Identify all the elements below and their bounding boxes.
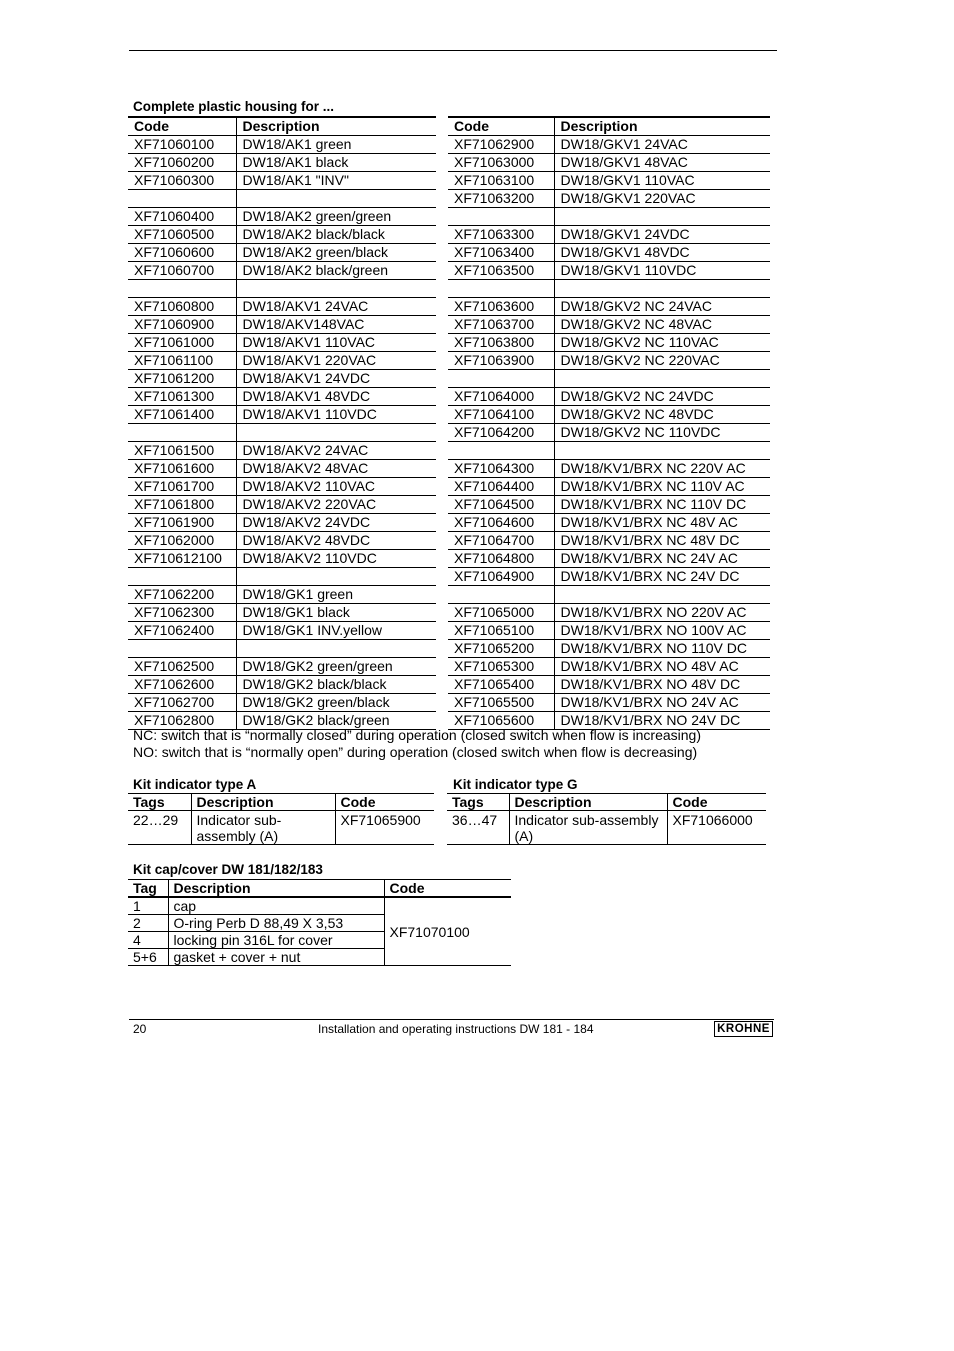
parts-table-left: [128, 116, 436, 730]
part-description: DW18/KV1/BRX NC 220V AC: [554, 460, 770, 478]
part-code: XF71064500: [448, 496, 554, 514]
part-description: DW18/AK2 green/green: [236, 208, 436, 226]
part-code: [448, 442, 554, 460]
part-code: XF71065300: [448, 658, 554, 676]
part-code: XF71061800: [128, 496, 236, 514]
part-description: DW18/KV1/BRX NO 220V AC: [554, 604, 770, 622]
table-row: [448, 262, 770, 280]
kit-cap-title: Kit cap/cover DW 181/182/183: [133, 862, 323, 877]
part-description: DW18/GKV1 48VDC: [554, 244, 770, 262]
kit-a-header-tags: Tags: [128, 794, 191, 811]
part-code: XF71062300: [128, 604, 236, 622]
part-code: XF71061600: [128, 460, 236, 478]
kit-g-title: Kit indicator type G: [453, 777, 578, 792]
part-description: DW18/GKV2 NC 220VAC: [554, 352, 770, 370]
kit-cap-tag: 5+6: [128, 949, 168, 966]
table-row: [128, 406, 436, 424]
table-row: [448, 334, 770, 352]
table-row: [128, 694, 436, 712]
part-code: XF71064600: [448, 514, 554, 532]
part-description: [554, 208, 770, 226]
part-code: XF71065500: [448, 694, 554, 712]
part-code: XF71060900: [128, 316, 236, 334]
table-row: [448, 172, 770, 190]
part-description: DW18/AK1 green: [236, 136, 436, 154]
part-code: [128, 190, 236, 208]
table-row: [448, 640, 770, 658]
part-description: [554, 370, 770, 388]
table-row: [448, 298, 770, 316]
part-code: XF71060200: [128, 154, 236, 172]
table-row: [128, 514, 436, 532]
table-row: [128, 640, 436, 658]
part-code: XF71061200: [128, 370, 236, 388]
part-description: DW18/KV1/BRX NO 24V DC: [554, 712, 770, 730]
table-row: [448, 586, 770, 604]
kit-cap-table: [128, 879, 511, 966]
kit-g-header-description: Description: [509, 794, 667, 811]
part-code: XF71063000: [448, 154, 554, 172]
table-row: [128, 154, 436, 172]
part-description: DW18/KV1/BRX NO 48V AC: [554, 658, 770, 676]
footer-rule: [129, 1019, 774, 1020]
table-row: [448, 460, 770, 478]
main-table-title: Complete plastic housing for ...: [133, 99, 335, 114]
table-row: [448, 370, 770, 388]
kit-g-header-tags: Tags: [447, 794, 509, 811]
part-code: XF71063300: [448, 226, 554, 244]
part-description: DW18/KV1/BRX NC 24V AC: [554, 550, 770, 568]
part-code: XF71063700: [448, 316, 554, 334]
part-description: DW18/KV1/BRX NO 48V DC: [554, 676, 770, 694]
kit-cap-code: XF71070100: [384, 897, 511, 966]
part-description: DW18/GKV2 NC 48VDC: [554, 406, 770, 424]
column-header-description: Description: [236, 117, 436, 136]
part-code: XF71063400: [448, 244, 554, 262]
part-code: XF71060300: [128, 172, 236, 190]
part-code: XF71061100: [128, 352, 236, 370]
part-code: XF71061700: [128, 478, 236, 496]
part-description: DW18/AKV2 220VAC: [236, 496, 436, 514]
part-code: XF71062500: [128, 658, 236, 676]
note-nc: NC: switch that is “normally closed” during operation (closed switch when flow is increasing): [133, 727, 702, 743]
table-row: [128, 658, 436, 676]
kit-g-tags: 36…47: [447, 811, 509, 845]
part-code: XF71062600: [128, 676, 236, 694]
kit-g-header-code: Code: [667, 794, 766, 811]
part-code: XF71063800: [448, 334, 554, 352]
kit-g-code: XF71066000: [667, 811, 766, 845]
kit-cap-tag: 4: [128, 932, 168, 949]
table-row: [448, 154, 770, 172]
part-code: XF71065200: [448, 640, 554, 658]
part-description: DW18/AKV2 48VAC: [236, 460, 436, 478]
kit-g-table: [447, 793, 766, 845]
table-row: [128, 280, 436, 298]
part-code: XF71063500: [448, 262, 554, 280]
parts-table-right-body: [448, 136, 770, 730]
kit-cap-description: gasket + cover + nut: [168, 949, 384, 966]
table-row: [448, 478, 770, 496]
part-description: DW18/GKV2 NC 110VDC: [554, 424, 770, 442]
part-description: DW18/AKV148VAC: [236, 316, 436, 334]
column-header-code: Code: [128, 117, 236, 136]
table-row: [448, 136, 770, 154]
part-description: DW18/GK1 INV.yellow: [236, 622, 436, 640]
part-description: DW18/GKV1 48VAC: [554, 154, 770, 172]
part-description: [554, 280, 770, 298]
table-row: [448, 550, 770, 568]
kit-cap-description: O-ring Perb D 88,49 X 3,53: [168, 915, 384, 932]
part-description: DW18/KV1/BRX NO 24V AC: [554, 694, 770, 712]
table-row: [128, 298, 436, 316]
part-code: XF71061400: [128, 406, 236, 424]
part-description: DW18/AK1 "INV": [236, 172, 436, 190]
table-row: [448, 388, 770, 406]
part-description: DW18/AKV2 48VDC: [236, 532, 436, 550]
part-description: DW18/GKV2 NC 24VDC: [554, 388, 770, 406]
part-description: DW18/AKV1 48VDC: [236, 388, 436, 406]
part-description: DW18/AKV2 110VDC: [236, 550, 436, 568]
table-row: [448, 604, 770, 622]
table-row: [128, 460, 436, 478]
part-description: DW18/KV1/BRX NC 48V DC: [554, 532, 770, 550]
table-row: [448, 406, 770, 424]
part-code: [128, 424, 236, 442]
table-row: [128, 424, 436, 442]
note-no: NO: switch that is “normally open” during operation (closed switch when flow is decreasing): [133, 744, 698, 760]
table-row: [448, 694, 770, 712]
table-row: [128, 208, 436, 226]
table-row: [448, 424, 770, 442]
footer-title: Installation and operating instructions DW 181 - 184: [318, 1022, 594, 1036]
part-code: XF71061000: [128, 334, 236, 352]
part-code: [448, 586, 554, 604]
kit-a-header-code: Code: [335, 794, 434, 811]
part-description: DW18/GKV2 NC 24VAC: [554, 298, 770, 316]
part-code: [448, 370, 554, 388]
table-row: [128, 316, 436, 334]
table-row: [448, 226, 770, 244]
part-code: XF71062700: [128, 694, 236, 712]
table-row: [448, 676, 770, 694]
table-row: [448, 568, 770, 586]
table-row: [128, 190, 436, 208]
parts-table-right: [448, 116, 770, 730]
header-rule: [129, 50, 777, 51]
part-description: [236, 568, 436, 586]
kit-cap-description: locking pin 316L for cover: [168, 932, 384, 949]
part-description: DW18/GK2 green/green: [236, 658, 436, 676]
table-row: [128, 334, 436, 352]
part-description: DW18/KV1/BRX NO 100V AC: [554, 622, 770, 640]
part-code: XF71064400: [448, 478, 554, 496]
part-description: DW18/KV1/BRX NC 110V DC: [554, 496, 770, 514]
part-code: XF71061500: [128, 442, 236, 460]
table-row: [128, 550, 436, 568]
table-row: [448, 532, 770, 550]
part-code: XF71064100: [448, 406, 554, 424]
kit-cap-header-code: Code: [384, 880, 511, 898]
kit-g-description: Indicator sub-assembly (A): [509, 811, 667, 845]
part-code: XF71061900: [128, 514, 236, 532]
part-code: XF71062800: [128, 712, 236, 730]
table-row: [448, 658, 770, 676]
part-code: XF71062000: [128, 532, 236, 550]
kit-a-title: Kit indicator type A: [133, 777, 257, 792]
part-code: XF71063600: [448, 298, 554, 316]
part-description: DW18/GK2 green/black: [236, 694, 436, 712]
part-description: DW18/GKV1 110VDC: [554, 262, 770, 280]
part-code: XF71060700: [128, 262, 236, 280]
table-row: [128, 568, 436, 586]
page-number: 20: [133, 1022, 147, 1036]
table-row: [448, 316, 770, 334]
kit-cap-header-tag: Tag: [128, 880, 168, 898]
part-description: DW18/GK2 black/black: [236, 676, 436, 694]
part-code: XF71065400: [448, 676, 554, 694]
part-description: DW18/GK1 black: [236, 604, 436, 622]
kit-cap-description: cap: [168, 897, 384, 915]
table-row: [448, 442, 770, 460]
table-row: [128, 262, 436, 280]
part-description: [236, 280, 436, 298]
kit-a-code: XF71065900: [335, 811, 434, 845]
kit-cap-tag: 1: [128, 897, 168, 915]
part-description: DW18/KV1/BRX NO 110V DC: [554, 640, 770, 658]
table-row: [128, 226, 436, 244]
table-row: [128, 604, 436, 622]
part-description: [236, 640, 436, 658]
part-description: DW18/AKV2 110VAC: [236, 478, 436, 496]
column-header-description: Description: [554, 117, 770, 136]
part-code: XF71063900: [448, 352, 554, 370]
part-code: XF710612100: [128, 550, 236, 568]
kit-a-header-description: Description: [191, 794, 335, 811]
part-code: [128, 280, 236, 298]
part-code: XF71065000: [448, 604, 554, 622]
part-description: DW18/GK2 black/green: [236, 712, 436, 730]
part-description: DW18/GKV1 220VAC: [554, 190, 770, 208]
part-description: DW18/AKV1 110VAC: [236, 334, 436, 352]
krohne-logo: KROHNE: [714, 1021, 773, 1037]
part-description: [554, 442, 770, 460]
parts-table-left-body: [128, 136, 436, 730]
switch-notes: [133, 727, 701, 761]
kit-cap-header-description: Description: [168, 880, 384, 898]
part-description: DW18/GKV1 24VDC: [554, 226, 770, 244]
part-description: DW18/AKV2 24VDC: [236, 514, 436, 532]
part-description: DW18/AKV1 24VAC: [236, 298, 436, 316]
part-description: DW18/GKV1 110VAC: [554, 172, 770, 190]
part-description: DW18/GKV1 24VAC: [554, 136, 770, 154]
part-description: DW18/AKV1 24VDC: [236, 370, 436, 388]
part-code: XF71062400: [128, 622, 236, 640]
part-code: XF71064900: [448, 568, 554, 586]
part-code: [128, 640, 236, 658]
part-description: DW18/AKV1 110VDC: [236, 406, 436, 424]
part-code: XF71064300: [448, 460, 554, 478]
column-header-code: Code: [448, 117, 554, 136]
part-code: XF71060500: [128, 226, 236, 244]
part-code: XF71065100: [448, 622, 554, 640]
part-code: XF71065600: [448, 712, 554, 730]
table-row: [128, 676, 436, 694]
kit-a-tags: 22…29: [128, 811, 191, 845]
table-row: [128, 586, 436, 604]
part-description: DW18/KV1/BRX NC 48V AC: [554, 514, 770, 532]
part-description: DW18/AK2 black/green: [236, 262, 436, 280]
part-code: [128, 568, 236, 586]
kit-cap-tag: 2: [128, 915, 168, 932]
part-code: XF71064000: [448, 388, 554, 406]
kit-a-description: Indicator sub-assembly (A): [191, 811, 335, 845]
part-description: DW18/AKV2 24VAC: [236, 442, 436, 460]
part-code: XF71062200: [128, 586, 236, 604]
part-code: XF71060100: [128, 136, 236, 154]
table-row: [128, 172, 436, 190]
table-row: [128, 352, 436, 370]
part-code: XF71064800: [448, 550, 554, 568]
kit-a-table: [128, 793, 434, 845]
part-code: XF71060600: [128, 244, 236, 262]
table-row: [128, 622, 436, 640]
part-description: [236, 190, 436, 208]
part-description: DW18/AKV1 220VAC: [236, 352, 436, 370]
table-row: [128, 136, 436, 154]
table-row: [448, 190, 770, 208]
part-code: XF71063200: [448, 190, 554, 208]
part-code: XF71064700: [448, 532, 554, 550]
table-row: [448, 352, 770, 370]
part-code: XF71062900: [448, 136, 554, 154]
part-description: DW18/AK2 green/black: [236, 244, 436, 262]
table-row: [128, 496, 436, 514]
part-code: XF71064200: [448, 424, 554, 442]
table-row: [448, 280, 770, 298]
part-code: XF71060800: [128, 298, 236, 316]
part-description: [236, 424, 436, 442]
table-row: [128, 388, 436, 406]
part-description: DW18/GKV2 NC 110VAC: [554, 334, 770, 352]
table-row: [448, 244, 770, 262]
part-description: DW18/AK2 black/black: [236, 226, 436, 244]
part-description: DW18/GKV2 NC 48VAC: [554, 316, 770, 334]
table-row: [448, 496, 770, 514]
table-row: [128, 370, 436, 388]
part-code: XF71061300: [128, 388, 236, 406]
table-row: [128, 244, 436, 262]
part-code: [448, 280, 554, 298]
table-row: [128, 532, 436, 550]
table-row: [448, 208, 770, 226]
part-code: XF71063100: [448, 172, 554, 190]
part-description: [554, 586, 770, 604]
table-row: [128, 442, 436, 460]
table-row: [448, 622, 770, 640]
part-description: DW18/GK1 green: [236, 586, 436, 604]
part-description: DW18/KV1/BRX NC 110V AC: [554, 478, 770, 496]
part-description: DW18/KV1/BRX NC 24V DC: [554, 568, 770, 586]
part-code: XF71060400: [128, 208, 236, 226]
part-code: [448, 208, 554, 226]
table-row: [128, 478, 436, 496]
table-row: [448, 514, 770, 532]
part-description: DW18/AK1 black: [236, 154, 436, 172]
